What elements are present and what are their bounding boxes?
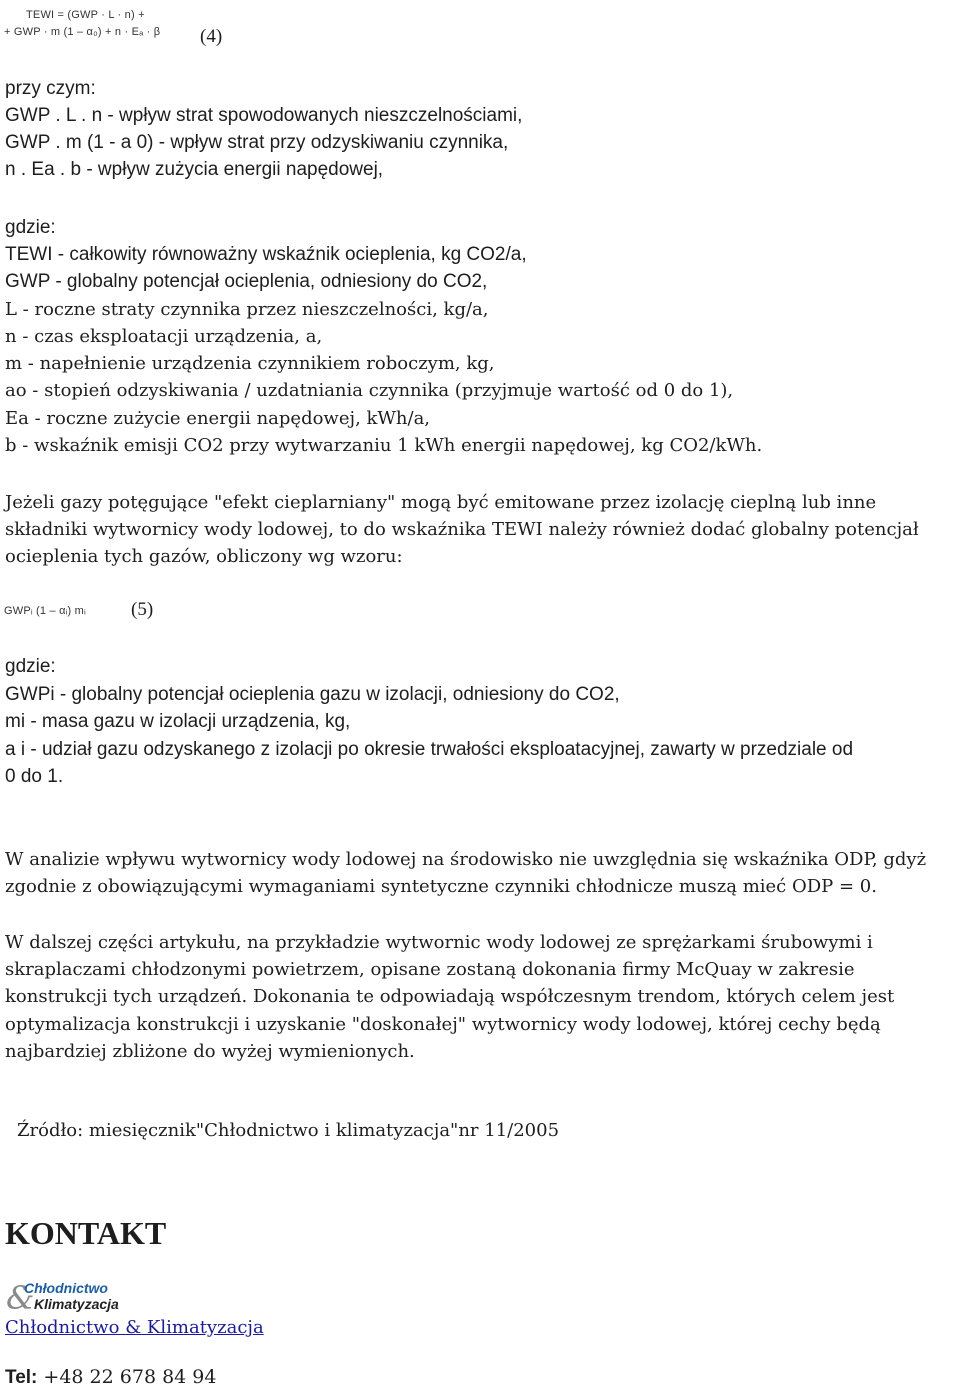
paragraph-line: W analizie wpływu wytwornicy wody lodowej na środowisko nie uwzględnia się wskaźnika ODP, gdyż: [5, 849, 927, 870]
definition-item: m - napełnienie urządzenia czynnikiem roboczym, kg,: [5, 353, 495, 374]
logo-text-line-2: Klimatyzacja: [34, 1296, 119, 1312]
definition-item: mi - masa gazu w izolacji urządzenia, kg,: [5, 711, 351, 732]
paragraph-line: W dalszej części artykułu, na przykładzie wytwornic wody lodowej ze sprężarkami śrubowymi i: [5, 932, 873, 953]
paragraph-line: optymalizacja konstrukcji i uzyskanie "doskonałej" wytwornicy wody lodowej, której cechy będą: [5, 1014, 881, 1035]
paragraph-line: składniki wytwornicy wody lodowej, to do wskaźnika TEWI należy również dodać globalny potencjał: [5, 519, 919, 540]
definition-item: 0 do 1.: [5, 766, 64, 787]
list-item: GWP . L . n - wpływ strat spowodowanych nieszczelnościami,: [5, 105, 523, 126]
paragraph-line: konstrukcji tych urządzeń. Dokonania te odpowiadają współczesnym trendom, których celem jest: [5, 986, 895, 1007]
definitions-2-intro: gdzie:: [5, 656, 56, 677]
paragraph-line: zgodnie z obowiązującymi wymaganiami syntetyczne czynniki chłodnicze muszą mieć ODP = 0.: [5, 876, 877, 897]
paragraph-line: skraplaczami chłodzonymi powietrzem, opisane zostaną dokonania firmy McQuay w zakresie: [5, 959, 855, 980]
formula-4-number: (4): [200, 26, 223, 47]
brand-logo: [6, 1280, 146, 1312]
definition-item: Ea - roczne zużycie energii napędowej, kWh/a,: [5, 408, 431, 429]
source-note: Źródło: miesięcznik"Chłodnictwo i klimatyzacja"nr 11/2005: [17, 1120, 560, 1141]
definition-item: GWP - globalny potencjał ocieplenia, odniesiony do CO2,: [5, 271, 488, 292]
formula-4-line-1: TEWI = (GWP · L · n) +: [26, 9, 145, 21]
phone-number: +48 22 678 84 94: [37, 1366, 217, 1388]
paragraph-line: Jeżeli gazy potęgujące "efekt cieplarniany" mogą być emitowane przez izolację cieplną lub inne: [5, 492, 877, 513]
formula-5-image: GWPᵢ (1 – αᵢ) mᵢ: [4, 605, 86, 617]
contact-heading: KONTAKT: [5, 1215, 167, 1251]
phone-line: [5, 1364, 216, 1391]
logo-text-line-1: Chłodnictwo: [24, 1280, 108, 1296]
company-link[interactable]: Chłodnictwo & Klimatyzacja: [5, 1317, 264, 1338]
definition-item: TEWI - całkowity równoważny wskaźnik ocieplenia, kg CO2/a,: [5, 244, 527, 265]
definition-item: L - roczne straty czynnika przez nieszczelności, kg/a,: [5, 299, 489, 320]
definition-item: ao - stopień odzyskiwania / uzdatniania czynnika (przyjmuje wartość od 0 do 1),: [5, 380, 734, 401]
list-item: GWP . m (1 - a 0) - wpływ strat przy odzyskiwaniu czynnika,: [5, 132, 509, 153]
formula-5-number: (5): [131, 599, 154, 620]
phone-label: Tel:: [5, 1367, 38, 1388]
definition-item: n - czas eksploatacji urządzenia, a,: [5, 326, 323, 347]
definition-item: GWPi - globalny potencjał ocieplenia gazu w izolacji, odniesiony do CO2,: [5, 684, 620, 705]
section-1-intro: przy czym:: [5, 78, 96, 99]
formula-4-image: [4, 8, 160, 39]
paragraph-line: najbardziej zbliżone do wyżej wymienionych.: [5, 1041, 415, 1062]
logo-ampersand: &: [6, 1280, 35, 1312]
formula-4-line-2: + GWP · m (1 – α₀) + n · Eₐ · β: [4, 26, 161, 38]
paragraph-line: ocieplenia tych gazów, obliczony wg wzoru:: [5, 546, 403, 567]
definition-item: b - wskaźnik emisji CO2 przy wytwarzaniu 1 kWh energii napędowej, kg CO2/kWh.: [5, 435, 763, 456]
definition-item: a i - udział gazu odzyskanego z izolacji po okresie trwałości eksploatacyjnej, zawarty w przedziale od: [5, 739, 854, 760]
definitions-1-intro: gdzie:: [5, 217, 56, 238]
list-item: n . Ea . b - wpływ zużycia energii napędowej,: [5, 159, 384, 180]
